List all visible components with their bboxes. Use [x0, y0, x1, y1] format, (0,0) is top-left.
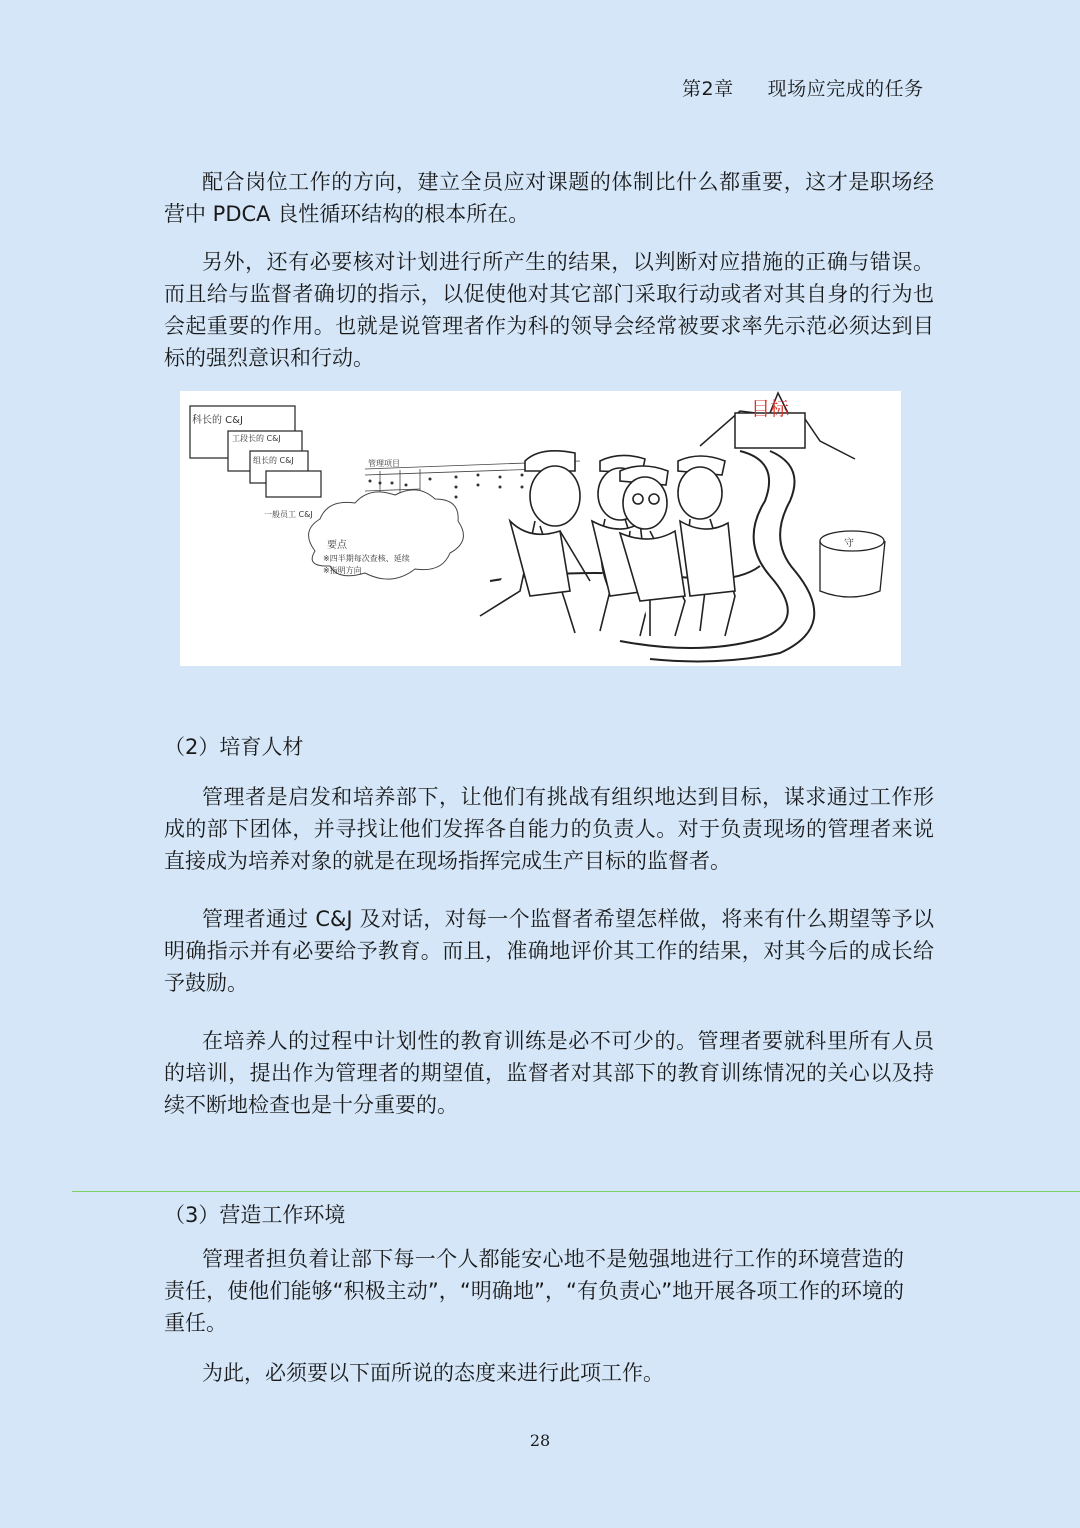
- worker-3: [620, 466, 685, 636]
- running-header: [682, 74, 924, 101]
- section-heading-work-environment: （3）营造工作环境: [164, 1203, 346, 1227]
- stump-label: 守: [844, 538, 854, 549]
- paragraph-cultivate-subordinates: 管理者是启发和培养部下，让他们有挑战有组织地达到目标，谋求通过工作形成的部下团体，并寻找让他们发挥各自能力的负责人。对于负责现场的管理者来说直接成为培养对象的就是在现场指挥完成生产目标的监督者。: [164, 785, 934, 873]
- page-number: 28: [529, 1431, 551, 1450]
- cloud-line-1: ※四半期每次查核、延续: [323, 554, 410, 563]
- section-divider: [72, 1191, 1080, 1192]
- doc-label-foreman: 工段长的 C&J: [232, 434, 281, 443]
- cloud-title: 要点: [327, 540, 347, 551]
- worker-4: [678, 456, 735, 636]
- doc-label-section-chief: 科长的 C&J: [192, 415, 243, 426]
- paragraph-check-results: 另外，还有必要核对计划进行所产生的结果，以判断对应措施的正确与错误。而且给与监督者确切的指示，以促使他对其它部门采取行动或者对其自身的行为也会起重要的作用。也就是说管理者作为科的领导会经常被要求率先示范必须达到目标的强烈意识和行动。: [164, 250, 934, 370]
- chapter-label: 第2章: [682, 78, 734, 100]
- worker-1: [480, 451, 590, 633]
- doc-label-team-leader: 组长的 C&J: [253, 456, 294, 465]
- section-heading-cultivate-talent: （2）培育人材: [164, 735, 304, 759]
- goal-label: 目标: [751, 398, 790, 420]
- paragraph-pdca: 配合岗位工作的方向，建立全员应对课题的体制比什么都重要，这才是职场经营中 PDCA 良性循环结构的根本所在。: [164, 170, 934, 226]
- paragraph-cj-dialogue: 管理者通过 C&J 及对话，对每一个监督者希望怎样做，将来有什么期望等予以明确指示并有必要给予教育。而且，准确地评价其工作的结果，对其今后的成长给予鼓励。: [164, 907, 934, 995]
- cloud-line-2: ※指明方向: [323, 566, 362, 575]
- paragraph-environment-responsibility: 管理者担负着让部下每一个人都能安心地不是勉强地进行工作的环境营造的责任，使他们能够“积极主动”，“明确地”，“有负责心”地开展各项工作的环境的重任。: [164, 1247, 904, 1335]
- management-table-label: 管理项目: [368, 459, 400, 468]
- paragraph-attitude: 为此，必须要以下面所说的态度来进行此项工作。: [202, 1361, 664, 1385]
- section-title: 现场应完成的任务: [767, 78, 924, 100]
- doc-employee: [266, 471, 321, 497]
- illustration-team-pulling-to-goal: [180, 391, 901, 666]
- paragraph-training: 在培养人的过程中计划性的教育训练是必不可少的。管理者要就科里所有人员的培训，提出作为管理者的期望值，监督者对其部下的教育训练情况的关心以及持续不断地检查也是十分重要的。: [164, 1029, 934, 1117]
- doc-label-employee: 一般员工 C&J: [264, 510, 313, 519]
- illustration-svg: [180, 391, 901, 666]
